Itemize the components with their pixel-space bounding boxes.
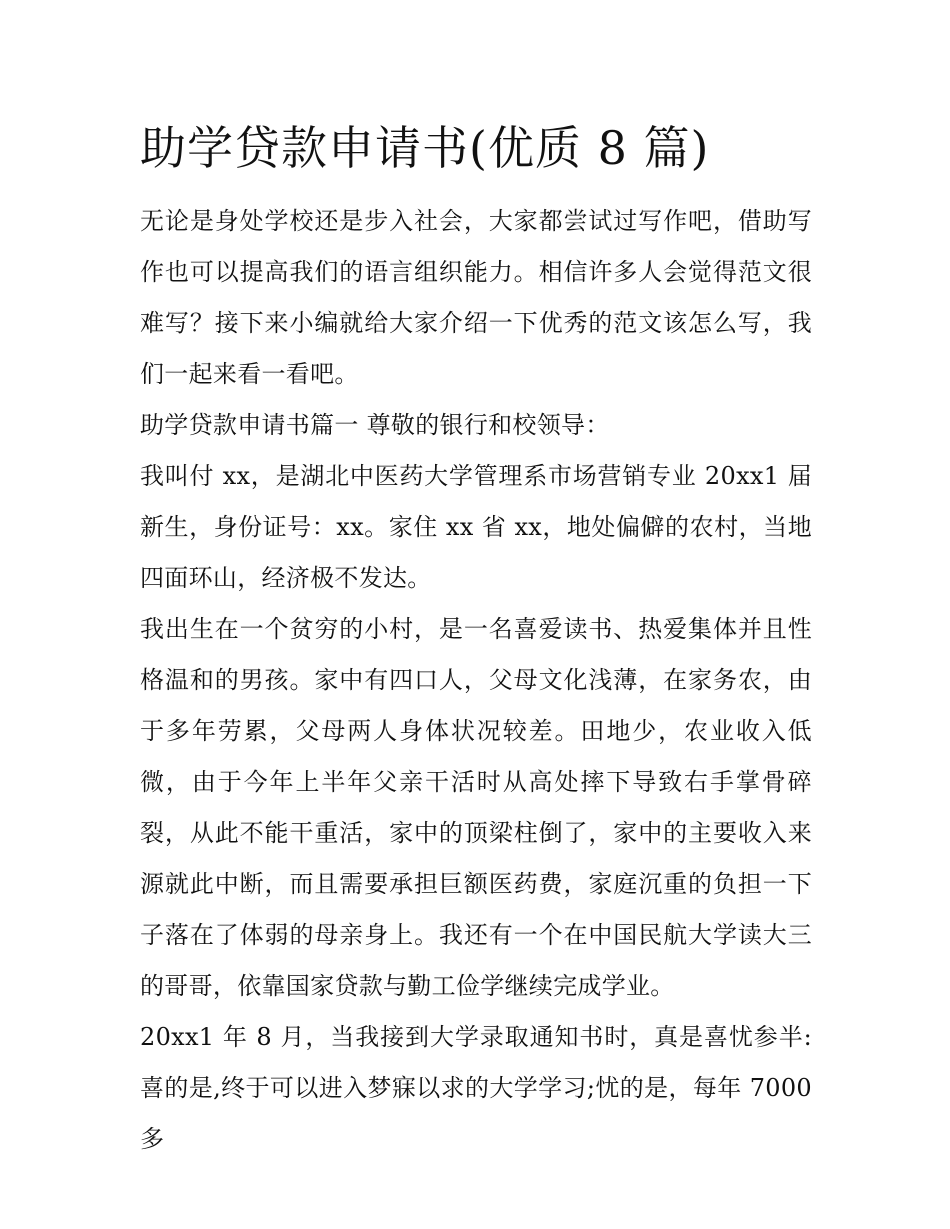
document-page: [140, 112, 812, 1165]
paragraph-intro: 无论是身处学校还是步入社会，大家都尝试过写作吧，借助写作也可以提高我们的语言组织能力。相信许多人会觉得范文很难写？接下来小编就给大家介绍一下优秀的范文该怎么写，我们一起来看一看吧。: [140, 207, 812, 388]
paragraph-family-situation: 我出生在一个贫穷的小村，是一名喜爱读书、热爱集体并且性格温和的男孩。家中有四口人，父母文化浅薄，在家务农，由于多年劳累，父母两人身体状况较差。田地少，农业收入低微，由于今年上半年父亲干活时从高处摔下导致右手掌骨碎裂，从此不能干重活，家中的顶梁柱倒了，家中的主要收入来源就此中断，而且需要承担巨额医药费，家庭沉重的负担一下子落在了体弱的母亲身上。我还有一个在中国民航大学读大三的哥哥，依靠国家贷款与勤工俭学继续完成学业。: [140, 615, 812, 1000]
paragraph-salutation: 助学贷款申请书篇一 尊敬的银行和校领导：: [140, 411, 610, 439]
document-title: 助学贷款申请书(优质 8 篇): [140, 121, 710, 175]
paragraph-admission: 20xx1 年 8 月，当我接到大学录取通知书时，真是喜忧参半:喜的是,终于可以进入梦寐以求的大学学习;忧的是，每年 7000 多: [140, 1023, 812, 1153]
paragraph-self-introduction: 我叫付 xx，是湖北中医药大学管理系市场营销专业 20xx1 届新生，身份证号：xx。家住 xx 省 xx，地处偏僻的农村，当地四面环山，经济极不发达。: [140, 462, 812, 592]
